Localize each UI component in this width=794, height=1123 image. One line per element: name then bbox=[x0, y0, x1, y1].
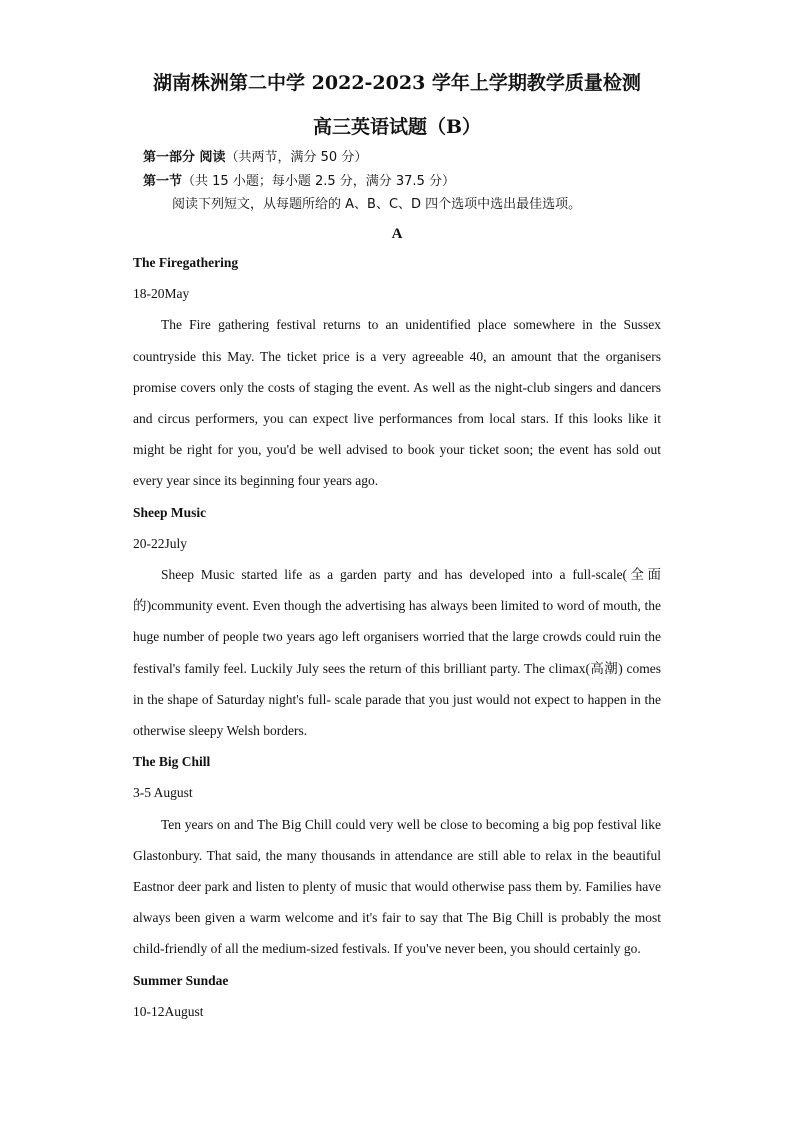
festival-date: 10-12August bbox=[133, 1003, 204, 1019]
document-subtitle: 高三英语试题（B） bbox=[312, 116, 482, 138]
section-label: 第一节 bbox=[143, 174, 183, 189]
festival-date: 18-20May bbox=[133, 286, 190, 302]
document-title: 湖南株洲第二中学 2022-2023 学年上学期教学质量检测 bbox=[153, 72, 641, 94]
passage-letter: A bbox=[391, 226, 403, 242]
festival-description: Ten years on and The Big Chill could very well be close to becoming a big pop festival like Glastonbury. That said, the many thousands in attendance are still able to relax in the beautiful Eastnor deer park and listen to plenty of music that would otherwise pass them by. Families have always been given a warm welcome and it's fair to say that The Big Chill is probably the most child-friendly of all the medium-sized festivals. If you've never been, you should certainly go. bbox=[133, 816, 661, 957]
festival-title: Sheep Music bbox=[133, 504, 207, 520]
part-detail: （共两节，满分 50 分） bbox=[225, 150, 368, 165]
passage-content bbox=[133, 247, 661, 1027]
part-heading bbox=[143, 146, 367, 165]
festival-description: The Fire gathering festival returns to an unidentified place somewhere in the Sussex countryside this May. The ticket price is a very agreeable 40, an amount that the organisers promise covers only the costs of staging the event. As well as the night-club singers and dancers and circus performers, you can expect live performances from local stars. If this looks like it might be right for you, you'd be well advised to book your ticket soon; the event has sold out every year since its beginning four years ago. bbox=[133, 317, 661, 489]
part-label: 第一部分 阅读 bbox=[143, 150, 226, 165]
festival-date: 20-22July bbox=[133, 535, 187, 551]
instruction-text: 阅读下列短文，从每题所给的 A、B、C、D 四个选项中选出最佳选项。 bbox=[172, 197, 582, 212]
section-heading bbox=[143, 170, 455, 189]
festival-title: The Big Chill bbox=[133, 754, 211, 770]
festival-date: 3-5 August bbox=[133, 785, 193, 801]
festival-description: Sheep Music started life as a garden party and has developed into a full-scale(全面的)community event. Even though the advertising has always been limited to word of mouth, the huge number of people two years ago left organisers worried that the large crowds could ruin the festival's family feel. Luckily July sees the return of this brilliant party. The climax(高潮) comes in the shape of Saturday night's full- scale parade that you just would not expect to happen in the otherwise sleepy Welsh borders. bbox=[133, 567, 661, 739]
festival-title: The Firegathering bbox=[133, 255, 239, 270]
festival-title: Summer Sundae bbox=[133, 972, 229, 988]
section-detail: （共 15 小题；每小题 2.5 分，满分 37.5 分） bbox=[182, 174, 455, 189]
